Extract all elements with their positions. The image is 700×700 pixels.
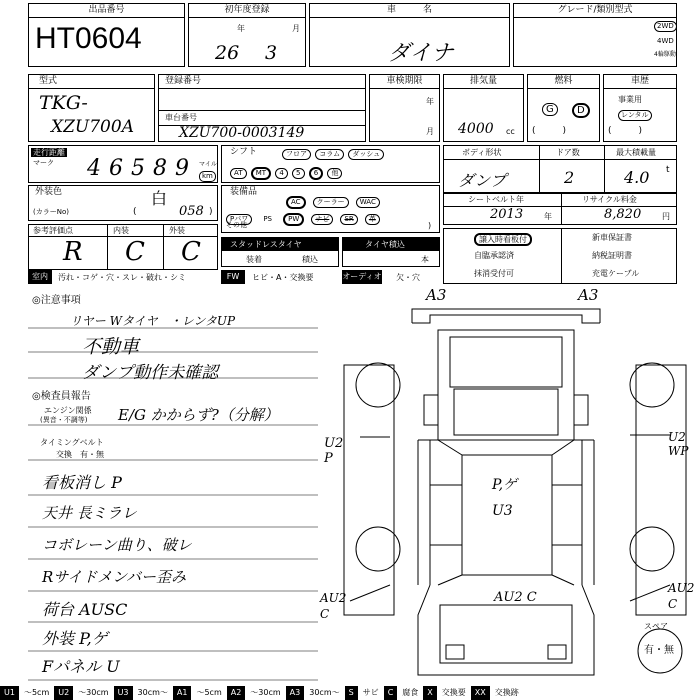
legend-val-s: サビ xyxy=(362,688,379,697)
seatbelt-recycle-box xyxy=(443,193,677,225)
equip-wac: WAC xyxy=(356,197,380,208)
mileage-unit-mile: マイル xyxy=(199,161,217,168)
registration-label: 登録番号 xyxy=(159,75,365,89)
shift-4: 4 xyxy=(275,168,287,179)
model-line2: XZU700A xyxy=(51,117,134,137)
report-item-3: コボレーン曲り、破レ xyxy=(42,536,192,554)
recycle-unit: 円 xyxy=(662,212,670,221)
shift-6: 6 xyxy=(309,167,323,180)
shift-at: AT xyxy=(230,168,247,179)
recycle-label: リサイクル料金 xyxy=(582,195,637,204)
timing-sublabel: 交換 有・無 xyxy=(56,450,104,459)
vehicle-use-label: 車歴 xyxy=(604,75,676,89)
max-load-value: 4.0 xyxy=(624,168,650,187)
grade-label: グレード/類別型式 xyxy=(514,4,676,18)
shift-label: シフト xyxy=(230,147,258,157)
doc-temp-approval: 自臨承認済 xyxy=(474,251,514,260)
vehicle-use-box: 車歴 事業用 レンタル ( ) xyxy=(603,74,677,142)
fw-bar-items: ヒビ・A・交換要 xyxy=(252,273,314,282)
car-name-label: 車 名 xyxy=(310,4,509,18)
legend-key-u2: U2 xyxy=(54,686,73,700)
mileage-mark: マーク xyxy=(33,159,54,167)
color-number-label: (カラーNo) xyxy=(33,208,69,216)
doc-warranty: 新車保証書 xyxy=(592,233,632,242)
equipment-box: 装備品 AC クーラー WAC Pパワ PS PW ナビ SR 革 その他 ) xyxy=(221,185,440,233)
exterior-color-label: 外装色 xyxy=(35,187,63,197)
doc-charge-cable: 充電ケーブル xyxy=(592,269,640,278)
report-item-5: 荷台 AUSC xyxy=(42,600,128,619)
legend-val-u3: 30cm〜 xyxy=(137,688,168,697)
equip-power: Pパワ xyxy=(226,214,252,225)
first-registration-year: 26 xyxy=(215,42,240,64)
legend-val-xx: 交換跡 xyxy=(494,688,519,697)
month-unit: 月 xyxy=(292,24,300,33)
fuel-gasoline: G xyxy=(542,103,558,116)
legend-val-u2: 〜30cm xyxy=(78,688,109,697)
legend-key-x: X xyxy=(423,686,436,700)
inspection-box xyxy=(369,74,440,142)
lot-number-box xyxy=(28,3,185,67)
notes-line2: 不動車 xyxy=(82,336,140,358)
doors-value: 2 xyxy=(564,168,575,187)
model-label: 型式 xyxy=(29,75,154,89)
displacement-unit: cc xyxy=(506,127,515,136)
interior-bar-label: 室内 xyxy=(28,270,52,284)
shift-column: コラム xyxy=(315,149,344,160)
mileage-digit-1: 4 xyxy=(87,156,101,181)
equip-cooler: クーラー xyxy=(313,197,349,208)
shift-5: 5 xyxy=(292,168,304,179)
report-item-2: 天井 長ミラレ xyxy=(42,504,137,522)
shift-mt: MT xyxy=(251,167,271,180)
fuel-label: 燃料 xyxy=(528,75,599,89)
mileage-unit-km: km xyxy=(199,171,216,182)
doc-signboard: 譲入時看板付 xyxy=(474,233,532,246)
report-label: ◎検査員報告 xyxy=(32,391,91,402)
body-shape-label: ボディ形状 xyxy=(462,148,502,157)
audio-bar-items: 欠・穴 xyxy=(396,273,420,282)
diagram-label-bottom-left: AU2 C xyxy=(320,591,347,621)
interior-grade: C xyxy=(125,237,145,267)
report-item-1: 看板消し P xyxy=(42,473,122,492)
displacement-label: 排気量 xyxy=(444,75,523,89)
report-item-4: Rサイドメンバー歪み xyxy=(42,568,187,586)
chassis-value: XZU700-0003149 xyxy=(179,125,305,141)
notes-line1: リヤー Wタイヤ ・レンタUP xyxy=(70,314,236,328)
mileage-label: 走行距離 xyxy=(33,148,65,157)
equipment-label: 装備品 xyxy=(230,187,258,197)
legend-key-s: S xyxy=(345,686,358,700)
shift-other: 他 xyxy=(327,168,342,179)
diagram-label-bottom-right: AU2 C xyxy=(668,581,695,611)
doc-tax-cert: 納税証明書 xyxy=(592,251,632,260)
audio-bar-label: オーディオ xyxy=(342,270,382,284)
seatbelt-unit: 年 xyxy=(544,212,552,221)
fuel-diesel: D xyxy=(572,103,590,118)
legend-val-a3: 30cm〜 xyxy=(309,688,340,697)
report-item-6: 外装 P,ゲ xyxy=(42,629,108,648)
mileage-digit-3: 5 xyxy=(131,156,145,181)
use-rental: レンタル xyxy=(618,110,652,121)
car-name-box xyxy=(309,3,510,67)
use-business: 事業用 xyxy=(618,95,642,104)
drive-2wd: 2WD xyxy=(654,21,677,32)
displacement-box xyxy=(443,74,524,142)
legend-key-u3: U3 xyxy=(114,686,133,700)
engine-note: E/G かからず?（分解） xyxy=(118,406,279,424)
studless-box xyxy=(221,237,339,267)
interior-bar-items: 汚れ・コゲ・穴・スレ・破れ・シミ xyxy=(58,273,186,282)
legend-val-a2: 〜30cm xyxy=(250,688,281,697)
spare-value: 有・無 xyxy=(644,645,674,656)
legend-val-a1: 〜5cm xyxy=(196,688,222,697)
equip-pw: PW xyxy=(283,213,304,226)
seatbelt-value: 2013 xyxy=(490,207,524,222)
inspection-month-unit: 月 xyxy=(426,127,434,136)
diagram-label-right: U2 WP xyxy=(668,430,689,458)
mileage-digit-5: 9 xyxy=(175,156,189,181)
spare-label: スペア xyxy=(644,622,668,631)
timing-label: タイミングベルト xyxy=(40,438,104,447)
evaluation-box xyxy=(28,224,218,270)
displacement-value: 4000 xyxy=(458,121,494,137)
equip-leather: 革 xyxy=(365,214,380,225)
chassis-label: 車台番号 xyxy=(165,113,197,122)
recycle-value: 8,820 xyxy=(604,207,642,222)
equipment-other: その他 xyxy=(226,221,247,229)
legend-val-c: 腐食 xyxy=(402,688,419,697)
legend-key-a2: A2 xyxy=(227,686,246,700)
engine-sublabel: (異音・不調等) xyxy=(40,416,88,424)
tire-label: タイヤ積込 xyxy=(365,240,405,249)
notes-label: ◎注意事項 xyxy=(32,295,81,306)
body-shape-value: ダンプ xyxy=(458,171,507,190)
equip-navi: ナビ xyxy=(311,214,333,225)
equip-sr: SR xyxy=(340,214,357,225)
diagram-label-bottom-center: AU2 C xyxy=(494,590,537,605)
equip-ps: PS xyxy=(263,215,272,223)
exterior-color-box: 外装色 白 (カラーNo) 058 ( ) xyxy=(28,185,218,221)
legend-key-c: C xyxy=(384,686,398,700)
car-name-value: ダイナ xyxy=(388,41,454,66)
evaluation-label: 参考評価点 xyxy=(33,226,73,235)
shift-floor: フロア xyxy=(282,149,311,160)
model-line1: TKG- xyxy=(39,92,88,114)
documents-box xyxy=(443,228,677,284)
legend-bar xyxy=(0,686,700,700)
report-item-7: Fパネル U xyxy=(42,657,120,676)
mileage-digit-4: 8 xyxy=(153,156,167,181)
notes-line3: ダンプ動作未確認 xyxy=(82,363,219,383)
mileage-digit-2: 6 xyxy=(109,156,123,181)
report-rules xyxy=(28,400,328,685)
shift-dash: ダッシュ xyxy=(348,149,384,160)
lot-number-value: HT0604 xyxy=(35,22,142,55)
exterior-grade: C xyxy=(181,237,201,267)
shift-box xyxy=(221,145,440,183)
exterior-grade-label: 外装 xyxy=(169,226,185,235)
mileage-box xyxy=(28,145,218,183)
doors-label: ドア数 xyxy=(556,148,580,157)
lot-number-label: 出品番号 xyxy=(29,4,184,18)
inspection-year-unit: 年 xyxy=(426,97,434,106)
studless-mounted: 装着 xyxy=(246,255,262,264)
legend-key-xx: XX xyxy=(471,686,490,700)
year-unit: 年 xyxy=(237,24,245,33)
studless-label: スタッドレスタイヤ xyxy=(230,240,302,249)
doc-cancel-accept: 抹消受付可 xyxy=(474,269,514,278)
color-number-value: 058 xyxy=(179,204,204,219)
first-registration-box xyxy=(188,3,306,67)
max-load-label: 最大積載量 xyxy=(616,148,656,157)
drive-4wheel: 4輪駆動 xyxy=(654,51,676,58)
notes-rules xyxy=(28,310,318,390)
registration-box xyxy=(158,74,366,142)
overall-grade: R xyxy=(63,237,83,267)
body-spec-box xyxy=(443,145,677,193)
drive-4wd: 4WD xyxy=(657,37,674,45)
legend-val-u1: 〜5cm xyxy=(23,688,50,697)
fuel-box: 燃料 G D ( ) xyxy=(527,74,600,142)
tire-unit: 本 xyxy=(421,255,429,264)
inspection-label: 車検期限 xyxy=(370,75,439,89)
studless-loaded: 積込 xyxy=(302,255,318,264)
diagram-label-top-left: A3 xyxy=(426,286,447,304)
diagram-label-left: U2 P xyxy=(324,436,344,466)
grade-box xyxy=(513,3,677,67)
legend-key-u1: U1 xyxy=(0,686,19,700)
first-registration-label: 初年度登録 xyxy=(189,4,305,18)
engine-label: エンジン関係 xyxy=(44,406,92,415)
tire-box xyxy=(342,237,440,267)
interior-grade-label: 内装 xyxy=(113,226,129,235)
diagram-label-center: P,ゲ U3 xyxy=(492,477,518,519)
seatbelt-label: シートベルト年 xyxy=(468,195,524,204)
first-registration-month: 3 xyxy=(265,42,278,64)
legend-key-a3: A3 xyxy=(286,686,305,700)
model-box xyxy=(28,74,155,142)
diagram-label-top-right: A3 xyxy=(578,286,599,304)
fw-bar-label: FW xyxy=(221,270,245,284)
equip-ac: AC xyxy=(286,196,306,209)
legend-key-a1: A1 xyxy=(173,686,192,700)
max-load-unit: t xyxy=(666,165,670,175)
legend-val-x: 交換要 xyxy=(441,688,466,697)
exterior-color-value: 白 xyxy=(151,189,168,208)
